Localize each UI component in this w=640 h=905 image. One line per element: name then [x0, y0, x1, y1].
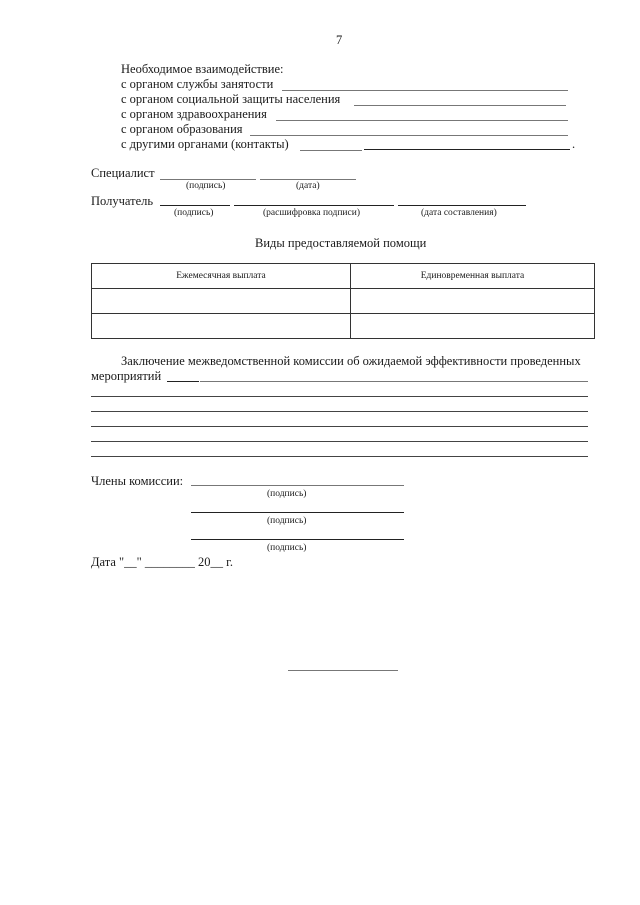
specialist-date-caption: (дата)	[296, 181, 320, 191]
conclusion-fill-line-5[interactable]	[91, 441, 588, 442]
commission-signature-line-2[interactable]	[191, 512, 404, 513]
header-monthly-payment: Ежемесячная выплата	[92, 264, 351, 289]
conclusion-fill-line-2[interactable]	[91, 396, 588, 397]
specialist-signature-caption: (подпись)	[186, 181, 226, 191]
recipient-signature-line[interactable]	[160, 205, 230, 206]
conclusion-fill-line-3[interactable]	[91, 411, 588, 412]
table-row	[92, 289, 595, 314]
interaction-item-employment: с органом службы занятости	[121, 77, 274, 91]
header-one-time-payment: Единовременная выплата	[351, 264, 595, 289]
table-cell[interactable]	[351, 314, 595, 339]
interaction-item-other: с другими органами (контакты)	[121, 137, 289, 151]
social-fill-line[interactable]	[354, 105, 566, 106]
table-cell[interactable]	[92, 314, 351, 339]
conclusion-fill-line-short[interactable]	[167, 381, 199, 382]
recipient-label: Получатель	[91, 194, 154, 208]
conclusion-text-line1: Заключение межведомственной комиссии об ожидаемой эффективности проведенных	[121, 354, 581, 368]
employment-fill-line[interactable]	[282, 90, 568, 91]
help-types-heading: Виды предоставляемой помощи	[255, 236, 427, 250]
recipient-decoding-caption: (расшифровка подписи)	[263, 208, 360, 218]
conclusion-fill-line-6[interactable]	[91, 456, 588, 457]
commission-signature-caption-1: (подпись)	[267, 489, 307, 499]
education-fill-line[interactable]	[250, 135, 568, 136]
interaction-title: Необходимое взаимодействие:	[121, 62, 284, 76]
footer-separator	[288, 670, 398, 671]
other-end-mark: .	[572, 137, 576, 151]
commission-signature-line-1[interactable]	[191, 485, 404, 486]
specialist-date-line[interactable]	[260, 179, 356, 180]
conclusion-fill-line-1[interactable]	[200, 381, 588, 382]
commission-signature-caption-2: (подпись)	[267, 516, 307, 526]
recipient-signature-caption: (подпись)	[174, 208, 214, 218]
table-cell[interactable]	[351, 289, 595, 314]
recipient-date-caption: (дата составления)	[421, 208, 497, 218]
date-line: Дата "__" ________ 20__ г.	[91, 555, 233, 569]
page-number: 7	[336, 33, 343, 47]
conclusion-text-line2: мероприятий	[91, 369, 162, 383]
specialist-signature-line[interactable]	[160, 179, 256, 180]
interaction-item-education: с органом образования	[121, 122, 243, 136]
other-fill-line-long[interactable]	[364, 149, 570, 150]
conclusion-fill-line-4[interactable]	[91, 426, 588, 427]
table-cell[interactable]	[92, 289, 351, 314]
table-header-row	[92, 264, 595, 289]
help-types-table	[91, 263, 595, 339]
commission-signature-line-3[interactable]	[191, 539, 404, 540]
table-row	[92, 314, 595, 339]
commission-signature-caption-3: (подпись)	[267, 543, 307, 553]
interaction-item-social: с органом социальной защиты населения	[121, 92, 341, 106]
interaction-item-health: с органом здравоохранения	[121, 107, 267, 121]
specialist-label: Специалист	[91, 166, 155, 180]
commission-label: Члены комиссии:	[91, 474, 184, 488]
recipient-decoding-line[interactable]	[234, 205, 394, 206]
recipient-date-line[interactable]	[398, 205, 526, 206]
other-fill-line-short[interactable]	[300, 150, 362, 151]
health-fill-line[interactable]	[276, 120, 568, 121]
